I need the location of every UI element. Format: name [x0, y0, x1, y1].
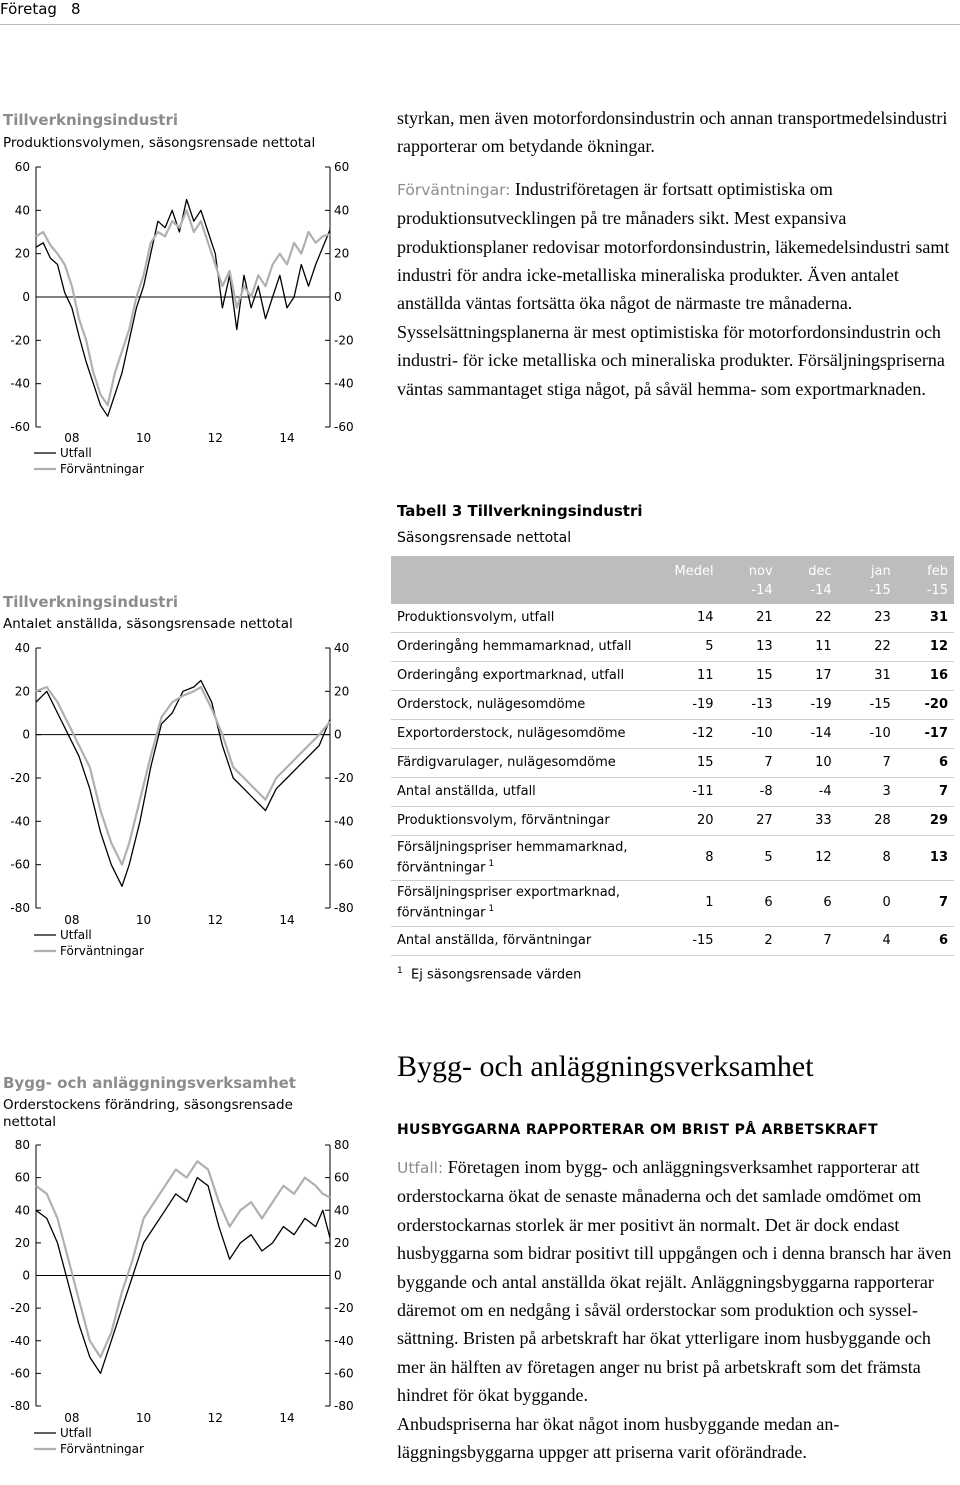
y-tick-label: 60 [14, 160, 30, 174]
x-tick-label: 12 [207, 1411, 223, 1425]
y-tick-label: -40 [334, 376, 354, 391]
cell-value: 1 [652, 881, 719, 926]
cell-value: -12 [652, 720, 719, 749]
y-tick-label: -20 [334, 333, 354, 348]
cell-value: 7 [897, 778, 954, 807]
cell-value: 33 [779, 807, 838, 836]
header-nov: nov -14 [720, 556, 779, 604]
chart2-subtitle: Antalet anställda, säsongsrensade nettotal [3, 616, 293, 632]
x-tick-label: 08 [64, 431, 80, 445]
x-tick-label: 10 [135, 431, 152, 445]
y-tick-label: 0 [334, 290, 342, 304]
section-heading: HUSBYGGARNA RAPPORTERAR OM BRIST PÅ ARBETSKRAFT [397, 1122, 878, 1138]
table-row [391, 778, 954, 807]
table-row [391, 720, 954, 749]
cell-value: -19 [652, 691, 719, 720]
x-tick-label: 12 [207, 913, 223, 927]
y-tick-label: -20 [334, 1301, 354, 1316]
chart3-subtitle-line1: Orderstockens förändring, säsongsrensade [3, 1097, 293, 1113]
cell-value: 22 [838, 633, 897, 662]
row-label: Produktionsvolym, förväntningar [391, 807, 652, 836]
footnote-ref: 1 [485, 904, 495, 915]
cell-value: 20 [652, 807, 719, 836]
table-row [391, 881, 954, 926]
series-utfall-line [36, 681, 330, 887]
cell-value: -15 [838, 691, 897, 720]
y-tick-label: -20 [10, 333, 30, 348]
y-tick-label: -40 [334, 1333, 354, 1348]
cell-value: 11 [779, 633, 838, 662]
table-3 [391, 556, 954, 956]
y-tick-label: -20 [10, 1301, 30, 1316]
cell-value: 8 [838, 836, 897, 881]
header-section: Företag [0, 0, 57, 18]
cell-value: 17 [779, 662, 838, 691]
table-row [391, 926, 954, 955]
cell-value: -19 [779, 691, 838, 720]
y-tick-label: -80 [10, 901, 30, 915]
y-tick-label: -40 [10, 1333, 30, 1348]
cell-value: 6 [779, 881, 838, 926]
y-tick-label: 20 [334, 246, 350, 261]
cell-value: 7 [897, 881, 954, 926]
cell-value: 5 [720, 836, 779, 881]
y-tick-label: 40 [334, 1203, 350, 1218]
cell-value: -20 [897, 691, 954, 720]
cell-value: 23 [838, 604, 897, 633]
y-tick-label: 40 [334, 641, 350, 655]
cell-value: 12 [779, 836, 838, 881]
cell-value: 31 [838, 662, 897, 691]
table-footnote [397, 966, 581, 982]
cell-value: 31 [897, 604, 954, 633]
cell-value: 16 [897, 662, 954, 691]
y-tick-label: -60 [334, 420, 354, 434]
y-tick-label: -60 [10, 857, 30, 872]
construction-paragraph-2: Anbudspriserna har ökat något inom husbyggande medan anläggningsbyggarna uppger att priserna varit oförändrade. [397, 1413, 840, 1463]
row-label: Orderingång hemmamarknad, utfall [391, 633, 652, 662]
y-tick-label: 80 [14, 1138, 30, 1152]
cell-value: 22 [779, 604, 838, 633]
y-tick-label: 60 [334, 160, 350, 174]
cell-value: 7 [720, 749, 779, 778]
chart2-title: Tillverkningsindustri [3, 593, 179, 611]
cell-value: 7 [838, 749, 897, 778]
y-tick-label: 0 [22, 1268, 30, 1283]
expectations-lead: Förväntningar: [397, 180, 511, 199]
cell-value: -11 [652, 778, 719, 807]
row-label: Produktionsvolym, utfall [391, 604, 652, 633]
chart1-title: Tillverkningsindustri [3, 111, 179, 129]
y-tick-label: 60 [334, 1170, 350, 1185]
header-feb: feb -15 [897, 556, 954, 604]
cell-value: -15 [652, 926, 719, 955]
cell-value: -17 [897, 720, 954, 749]
page-header [0, 0, 80, 18]
row-label: Orderingång exportmarknad, utfall [391, 662, 652, 691]
cell-value: 27 [720, 807, 779, 836]
table-row [391, 807, 954, 836]
table-header-row [391, 556, 954, 604]
page-number: 8 [70, 0, 81, 18]
y-tick-label: -40 [10, 814, 30, 829]
paragraph-2 [397, 175, 957, 403]
y-tick-label: -40 [334, 814, 354, 829]
cell-value: 15 [720, 662, 779, 691]
y-tick-label: 0 [22, 290, 30, 304]
table-subtitle: Säsongsrensade nettotal [397, 530, 572, 546]
legend-label-utfall: Utfall [60, 446, 92, 460]
legend-label-forvantningar: Förväntningar [60, 462, 144, 476]
header-medel: Medel [652, 556, 719, 604]
row-label: Exportorderstock, nulägesomdöme [391, 720, 652, 749]
cell-value: 8 [652, 836, 719, 881]
cell-value: 3 [838, 778, 897, 807]
y-tick-label: -80 [334, 901, 354, 915]
x-tick-label: 10 [135, 1411, 152, 1425]
y-tick-label: -60 [10, 1366, 30, 1381]
chart3-order-backlog [0, 1130, 370, 1470]
y-tick-label: 0 [334, 727, 342, 742]
cell-value: 21 [720, 604, 779, 633]
cell-value: 13 [897, 836, 954, 881]
y-tick-label: -80 [334, 1399, 354, 1413]
row-label: Orderstock, nulägesomdöme [391, 691, 652, 720]
cell-value: 7 [779, 926, 838, 955]
y-tick-label: -60 [10, 420, 30, 434]
cell-value: 29 [897, 807, 954, 836]
paragraph-2-text: Industriföretagen är fortsatt optimistiska om produktionsutvecklingen på tre månaders sikt. Mest expansiva produktionsplaner redovisar motorfordonsindustrin, läkemedelsindustri samt industri för andra icke-metalliska mineraliska produkter. Även antalet anställda väntas fortsätta öka något de närmaste tre månaderna. Sysselsättningsplanerna är mest optimistiska för motorfordonsindustrin och industri- för icke metalliska och mineraliska produkter. Försäljningspriserna väntas sammantaget stiga något, på såväl hemma- som exportmarknaden. [397, 178, 950, 399]
y-tick-label: 20 [334, 1235, 350, 1250]
x-tick-label: 08 [64, 913, 80, 927]
y-tick-label: 20 [14, 684, 30, 699]
table-row [391, 749, 954, 778]
table-title: Tabell 3 Tillverkningsindustri [397, 502, 643, 520]
row-label: Försäljningspriser hemmamarknad, förväntningar $^1$ [391, 836, 652, 881]
cell-value: -14 [779, 720, 838, 749]
y-tick-label: 80 [334, 1138, 350, 1152]
row-label: Antal anställda, förväntningar [391, 926, 652, 955]
header-divider [0, 24, 960, 25]
table-row [391, 691, 954, 720]
header-jan: jan -15 [838, 556, 897, 604]
cell-value: 15 [652, 749, 719, 778]
header-dec: dec -14 [779, 556, 838, 604]
y-tick-label: -20 [10, 771, 30, 785]
manufacturing-text [397, 104, 957, 403]
legend-label-forvantningar: Förväntningar [60, 944, 144, 958]
x-tick-label: 14 [279, 913, 295, 927]
paragraph-1: styrkan, men även motorfordonsindustrin och annan transportmedelsindustri rapporterar om betydande ökningar. [397, 108, 948, 157]
y-tick-label: -40 [10, 376, 30, 391]
series-utfall-line [36, 200, 330, 417]
cell-value: 11 [652, 662, 719, 691]
footnote-text: Ej säsongsrensade värden [411, 967, 582, 983]
cell-value: -10 [720, 720, 779, 749]
y-tick-label: -20 [334, 771, 354, 785]
series-forvantningar-line [36, 210, 330, 405]
x-tick-label: 14 [279, 1411, 295, 1425]
section-title: Bygg- och anläggningsverksamhet [397, 1050, 814, 1083]
cell-value: -10 [838, 720, 897, 749]
footnote-ref: 1 [485, 859, 495, 869]
row-label: Färdigvarulager, nulägesomdöme [391, 749, 652, 778]
y-tick-label: 20 [334, 684, 350, 699]
y-tick-label: 40 [14, 203, 30, 218]
cell-value: 6 [720, 881, 779, 926]
chart2-employees [0, 632, 370, 967]
y-tick-label: 20 [14, 246, 30, 261]
y-tick-label: 60 [14, 1170, 30, 1185]
table-row [391, 604, 954, 633]
cell-value: 6 [897, 749, 954, 778]
footnote-mark: 1 [397, 966, 403, 976]
cell-value: -13 [720, 691, 779, 720]
cell-value: 28 [838, 807, 897, 836]
table-row [391, 662, 954, 691]
cell-value: 12 [897, 633, 954, 662]
construction-paragraph-1-text: Företagen inom bygg- och anläggningsverksamhet rapporterar att orderstockarna ökat de senaste månaderna och det samlade omdömet om orderstockarnas storlek är mer positivt än normalt. Det är dock endast husbyggarna som bidrar positivt till uppgången och i denna bransch har även byggande och antal anställda ökat rejält. Anläggningsbyggarna rapporterar däremot om en nedgång i såväl orderstockar som produktion och sysselsättning. Bristen på arbetskraft har ökat ytterligare inom husbyggande och mer än hälften av företagen anger nu brist på arbetskraft som det främsta hindret för ökat byggande. [397, 1157, 952, 1406]
y-tick-label: -60 [334, 857, 354, 872]
cell-value: 2 [720, 926, 779, 955]
y-tick-label: -80 [10, 1399, 30, 1413]
chart1-production-volume [0, 150, 370, 485]
y-tick-label: 40 [334, 203, 350, 218]
cell-value: 13 [720, 633, 779, 662]
table-row [391, 836, 954, 881]
table-row [391, 633, 954, 662]
outcome-lead: Utfall: [397, 1159, 444, 1177]
cell-value: 6 [897, 926, 954, 955]
header-label [391, 556, 652, 604]
y-tick-label: -60 [334, 1366, 354, 1381]
construction-text [397, 1153, 957, 1466]
y-tick-label: 40 [14, 1203, 30, 1218]
row-label: Försäljningspriser exportmarknad, förväntningar $^1$ [391, 881, 652, 926]
legend-label-utfall: Utfall [60, 928, 92, 942]
cell-value: 10 [779, 749, 838, 778]
y-tick-label: 20 [14, 1235, 30, 1250]
chart3-title: Bygg- och anläggningsverksamhet [3, 1074, 296, 1092]
x-tick-label: 08 [64, 1411, 80, 1425]
row-label: Antal anställda, utfall [391, 778, 652, 807]
cell-value: 0 [838, 881, 897, 926]
cell-value: -4 [779, 778, 838, 807]
y-tick-label: 0 [22, 727, 30, 742]
cell-value: 4 [838, 926, 897, 955]
cell-value: -8 [720, 778, 779, 807]
chart3-subtitle-line2: nettotal [3, 1114, 57, 1130]
legend-label-forvantningar: Förväntningar [60, 1442, 144, 1456]
x-tick-label: 10 [135, 913, 152, 927]
y-tick-label: 0 [334, 1268, 342, 1283]
construction-paragraph-1 [397, 1153, 957, 1410]
series-forvantningar-line [36, 687, 330, 865]
chart1-subtitle: Produktionsvolymen, säsongsrensade nettotal [3, 135, 316, 151]
cell-value: 14 [652, 604, 719, 633]
x-tick-label: 14 [279, 431, 295, 445]
cell-value: 5 [652, 633, 719, 662]
y-tick-label: 40 [14, 641, 30, 655]
legend-label-utfall: Utfall [60, 1426, 92, 1440]
x-tick-label: 12 [207, 431, 223, 445]
